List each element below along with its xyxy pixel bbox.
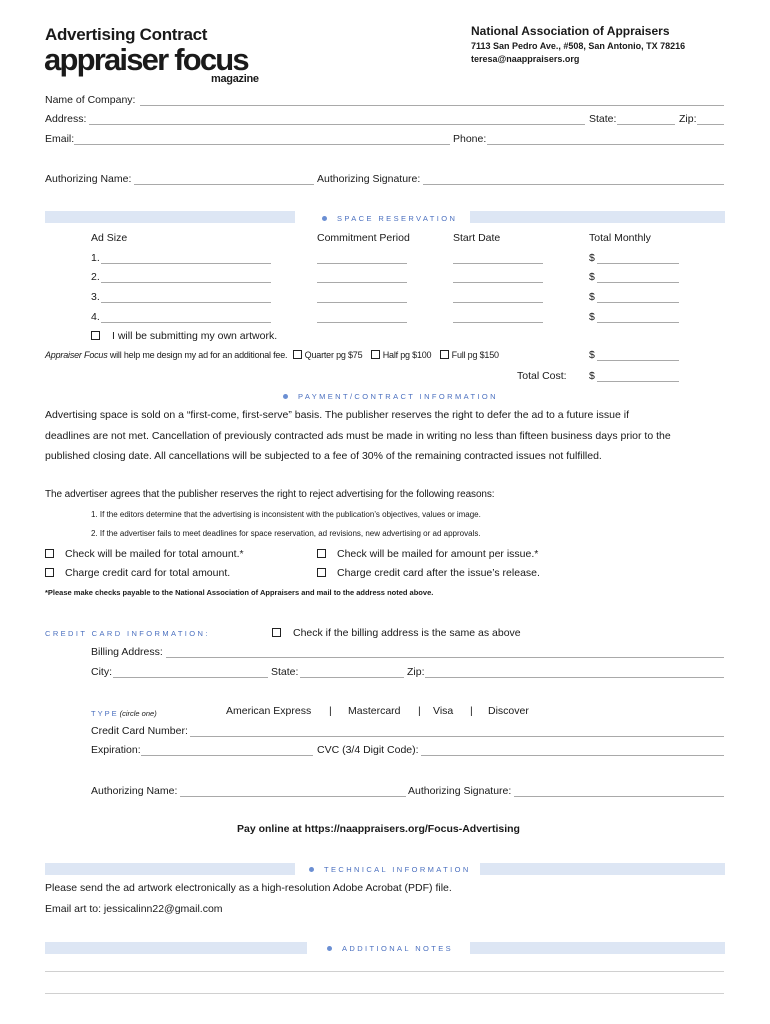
row-number: 4.: [91, 311, 100, 323]
cc-state-field[interactable]: [300, 677, 404, 678]
half-page-option[interactable]: Half pg $100: [371, 350, 432, 360]
zip-label: Zip:: [679, 113, 697, 125]
cc-after-issue-option[interactable]: Charge credit card after the issue’s release.: [317, 567, 540, 579]
card-type-label: TYPE(circle one): [91, 709, 157, 718]
pay-online-link[interactable]: Pay online at https://naappraisers.org/Focus-Advertising: [237, 823, 520, 835]
own-artwork-option[interactable]: I will be submitting my own artwork.: [91, 330, 277, 342]
authorizing-signature-label: Authorizing Signature:: [317, 173, 421, 185]
card-type-mastercard[interactable]: Mastercard: [348, 705, 401, 717]
commitment-field[interactable]: [317, 302, 407, 303]
row-number: 1.: [91, 252, 100, 264]
section-band-left: [45, 211, 295, 223]
additional-notes-heading: ADDITIONAL NOTES: [327, 944, 453, 953]
technical-information-heading: TECHNICAL INFORMATION: [309, 865, 471, 874]
card-type-separator: |: [329, 705, 332, 717]
cvc-label: CVC (3/4 Digit Code):: [317, 744, 419, 756]
checkbox-icon[interactable]: [317, 568, 326, 577]
card-number-label: Credit Card Number:: [91, 725, 188, 737]
checkbox-icon[interactable]: [293, 350, 302, 359]
address-field[interactable]: [89, 124, 585, 125]
col-commitment-period: Commitment Period: [317, 232, 410, 244]
credit-card-heading: CREDIT CARD INFORMATION:: [45, 629, 210, 638]
reject-reason-2: 2. If the advertiser fails to meet deadlines for space reservation, ad revisions, new advertising or ad approvals.: [91, 529, 481, 538]
checkbox-icon[interactable]: [317, 549, 326, 558]
card-type-discover[interactable]: Discover: [488, 705, 529, 717]
row-number: 3.: [91, 291, 100, 303]
design-brand-name: Appraiser Focus: [45, 350, 108, 360]
cc-state-label: State:: [271, 666, 299, 678]
contract-paragraph-line1: Advertising space is sold on a “first-come, first-serve” basis. The publisher reserves the right to defer the ad to a future issue if: [45, 409, 629, 421]
ad-size-field[interactable]: [101, 263, 271, 264]
bullet-icon: [283, 394, 288, 399]
checkbox-icon[interactable]: [45, 568, 54, 577]
full-page-option[interactable]: Full pg $150: [440, 350, 499, 360]
checkbox-icon[interactable]: [272, 628, 281, 637]
zip-field[interactable]: [697, 124, 724, 125]
checkbox-icon[interactable]: [91, 331, 100, 340]
row-number: 2.: [91, 271, 100, 283]
notes-line[interactable]: [45, 971, 724, 972]
currency-sign: $: [589, 271, 595, 283]
same-billing-option[interactable]: Check if the billing address is the same as above: [272, 627, 521, 639]
cc-authorizing-name-field[interactable]: [180, 796, 406, 797]
org-address: 7113 San Pedro Ave., #508, San Antonio, TX 78216: [471, 41, 686, 51]
section-band-left: [45, 942, 307, 954]
email-label: Email:: [45, 133, 75, 145]
state-label: State:: [589, 113, 617, 125]
phone-label: Phone:: [453, 133, 487, 145]
billing-address-field[interactable]: [166, 657, 724, 658]
org-name: National Association of Appraisers: [471, 24, 670, 38]
city-field[interactable]: [113, 677, 268, 678]
commitment-field[interactable]: [317, 263, 407, 264]
email-field[interactable]: [74, 144, 450, 145]
card-type-visa[interactable]: Visa: [433, 705, 454, 717]
cc-authorizing-signature-field[interactable]: [514, 796, 724, 797]
start-date-field[interactable]: [453, 263, 543, 264]
ad-size-field[interactable]: [101, 302, 271, 303]
phone-field[interactable]: [487, 144, 724, 145]
authorizing-name-field[interactable]: [134, 184, 314, 185]
authorizing-signature-field[interactable]: [423, 184, 724, 185]
ad-size-field[interactable]: [101, 282, 271, 283]
design-fee-currency: $: [589, 349, 595, 361]
reject-reasons-intro: The advertiser agrees that the publisher reserves the right to reject advertising for the following reasons:: [45, 489, 495, 500]
design-fee-text: will help me design my ad for an additional fee.: [107, 350, 288, 360]
check-total-option[interactable]: Check will be mailed for total amount.*: [45, 548, 244, 560]
total-cost-currency: $: [589, 370, 595, 382]
org-email: teresa@naappraisers.org: [471, 54, 580, 64]
checks-payable-note: *Please make checks payable to the National Association of Appraisers and mail to the address noted above.: [45, 588, 434, 597]
quarter-page-option[interactable]: Quarter pg $75: [293, 350, 363, 360]
currency-sign: $: [589, 311, 595, 323]
notes-line[interactable]: [45, 993, 724, 994]
checkbox-icon[interactable]: [371, 350, 380, 359]
space-reservation-heading: SPACE RESERVATION: [322, 214, 457, 223]
payment-contract-heading: PAYMENT/CONTRACT INFORMATION: [283, 392, 498, 401]
total-monthly-field[interactable]: [597, 302, 679, 303]
magazine-logo-sub: magazine: [211, 73, 259, 85]
email-art-text: Email art to: jessicalinn22@gmail.com: [45, 903, 223, 915]
start-date-field[interactable]: [453, 302, 543, 303]
cc-zip-field[interactable]: [425, 677, 724, 678]
card-type-separator: |: [470, 705, 473, 717]
expiration-label: Expiration:: [91, 744, 141, 756]
cc-total-option[interactable]: Charge credit card for total amount.: [45, 567, 230, 579]
check-per-issue-option[interactable]: Check will be mailed for amount per issue.*: [317, 548, 538, 560]
company-name-label: Name of Company:: [45, 94, 136, 106]
total-cost-field[interactable]: [597, 381, 679, 382]
bullet-icon: [309, 867, 314, 872]
card-number-field[interactable]: [190, 736, 724, 737]
cvc-field[interactable]: [421, 755, 724, 756]
section-band-right: [480, 863, 725, 875]
ad-size-field[interactable]: [101, 322, 271, 323]
form-title: Advertising Contract: [45, 25, 208, 44]
section-band-right: [470, 942, 725, 954]
billing-address-label: Billing Address:: [91, 646, 163, 658]
bullet-icon: [327, 946, 332, 951]
cc-zip-label: Zip:: [407, 666, 425, 678]
authorizing-name-label: Authorizing Name:: [45, 173, 132, 185]
total-monthly-field[interactable]: [597, 263, 679, 264]
card-type-separator: |: [418, 705, 421, 717]
start-date-field[interactable]: [453, 282, 543, 283]
commitment-field[interactable]: [317, 282, 407, 283]
address-label: Address:: [45, 113, 87, 125]
section-band-left: [45, 863, 295, 875]
bullet-icon: [322, 216, 327, 221]
section-band-right: [470, 211, 725, 223]
design-fee-field[interactable]: [597, 360, 679, 361]
company-name-field[interactable]: [140, 105, 724, 106]
contract-paragraph-line3: published closing date. All cancellations will be subjected to a fee of 30% of the remaining contracted issues not fulfilled.: [45, 450, 602, 462]
reject-reason-1: 1. If the editors determine that the advertising is inconsistent with the publication’s objectives, values or image.: [91, 510, 481, 519]
total-cost-label: Total Cost:: [517, 370, 567, 382]
city-label: City:: [91, 666, 112, 678]
start-date-field[interactable]: [453, 322, 543, 323]
col-start-date: Start Date: [453, 232, 501, 244]
total-monthly-field[interactable]: [597, 282, 679, 283]
design-fee-line: [45, 350, 499, 360]
currency-sign: $: [589, 291, 595, 303]
commitment-field[interactable]: [317, 322, 407, 323]
magazine-logo: appraiser focus: [44, 42, 248, 77]
total-monthly-field[interactable]: [597, 322, 679, 323]
card-type-american-express[interactable]: American Express: [226, 705, 312, 717]
cc-authorizing-signature-label: Authorizing Signature:: [408, 785, 512, 797]
technical-text: Please send the ad artwork electronically as a high-resolution Adobe Acrobat (PDF) file.: [45, 882, 452, 894]
checkbox-icon[interactable]: [45, 549, 54, 558]
state-field[interactable]: [617, 124, 675, 125]
contract-paragraph-line2: deadlines are not met. Cancellation of previously contracted ads must be made in writing no less than fifteen business days prior to the: [45, 430, 671, 442]
col-ad-size: Ad Size: [91, 232, 128, 244]
checkbox-icon[interactable]: [440, 350, 449, 359]
cc-authorizing-name-label: Authorizing Name:: [91, 785, 178, 797]
expiration-field[interactable]: [141, 755, 313, 756]
currency-sign: $: [589, 252, 595, 264]
col-total-monthly: Total Monthly: [589, 232, 651, 244]
